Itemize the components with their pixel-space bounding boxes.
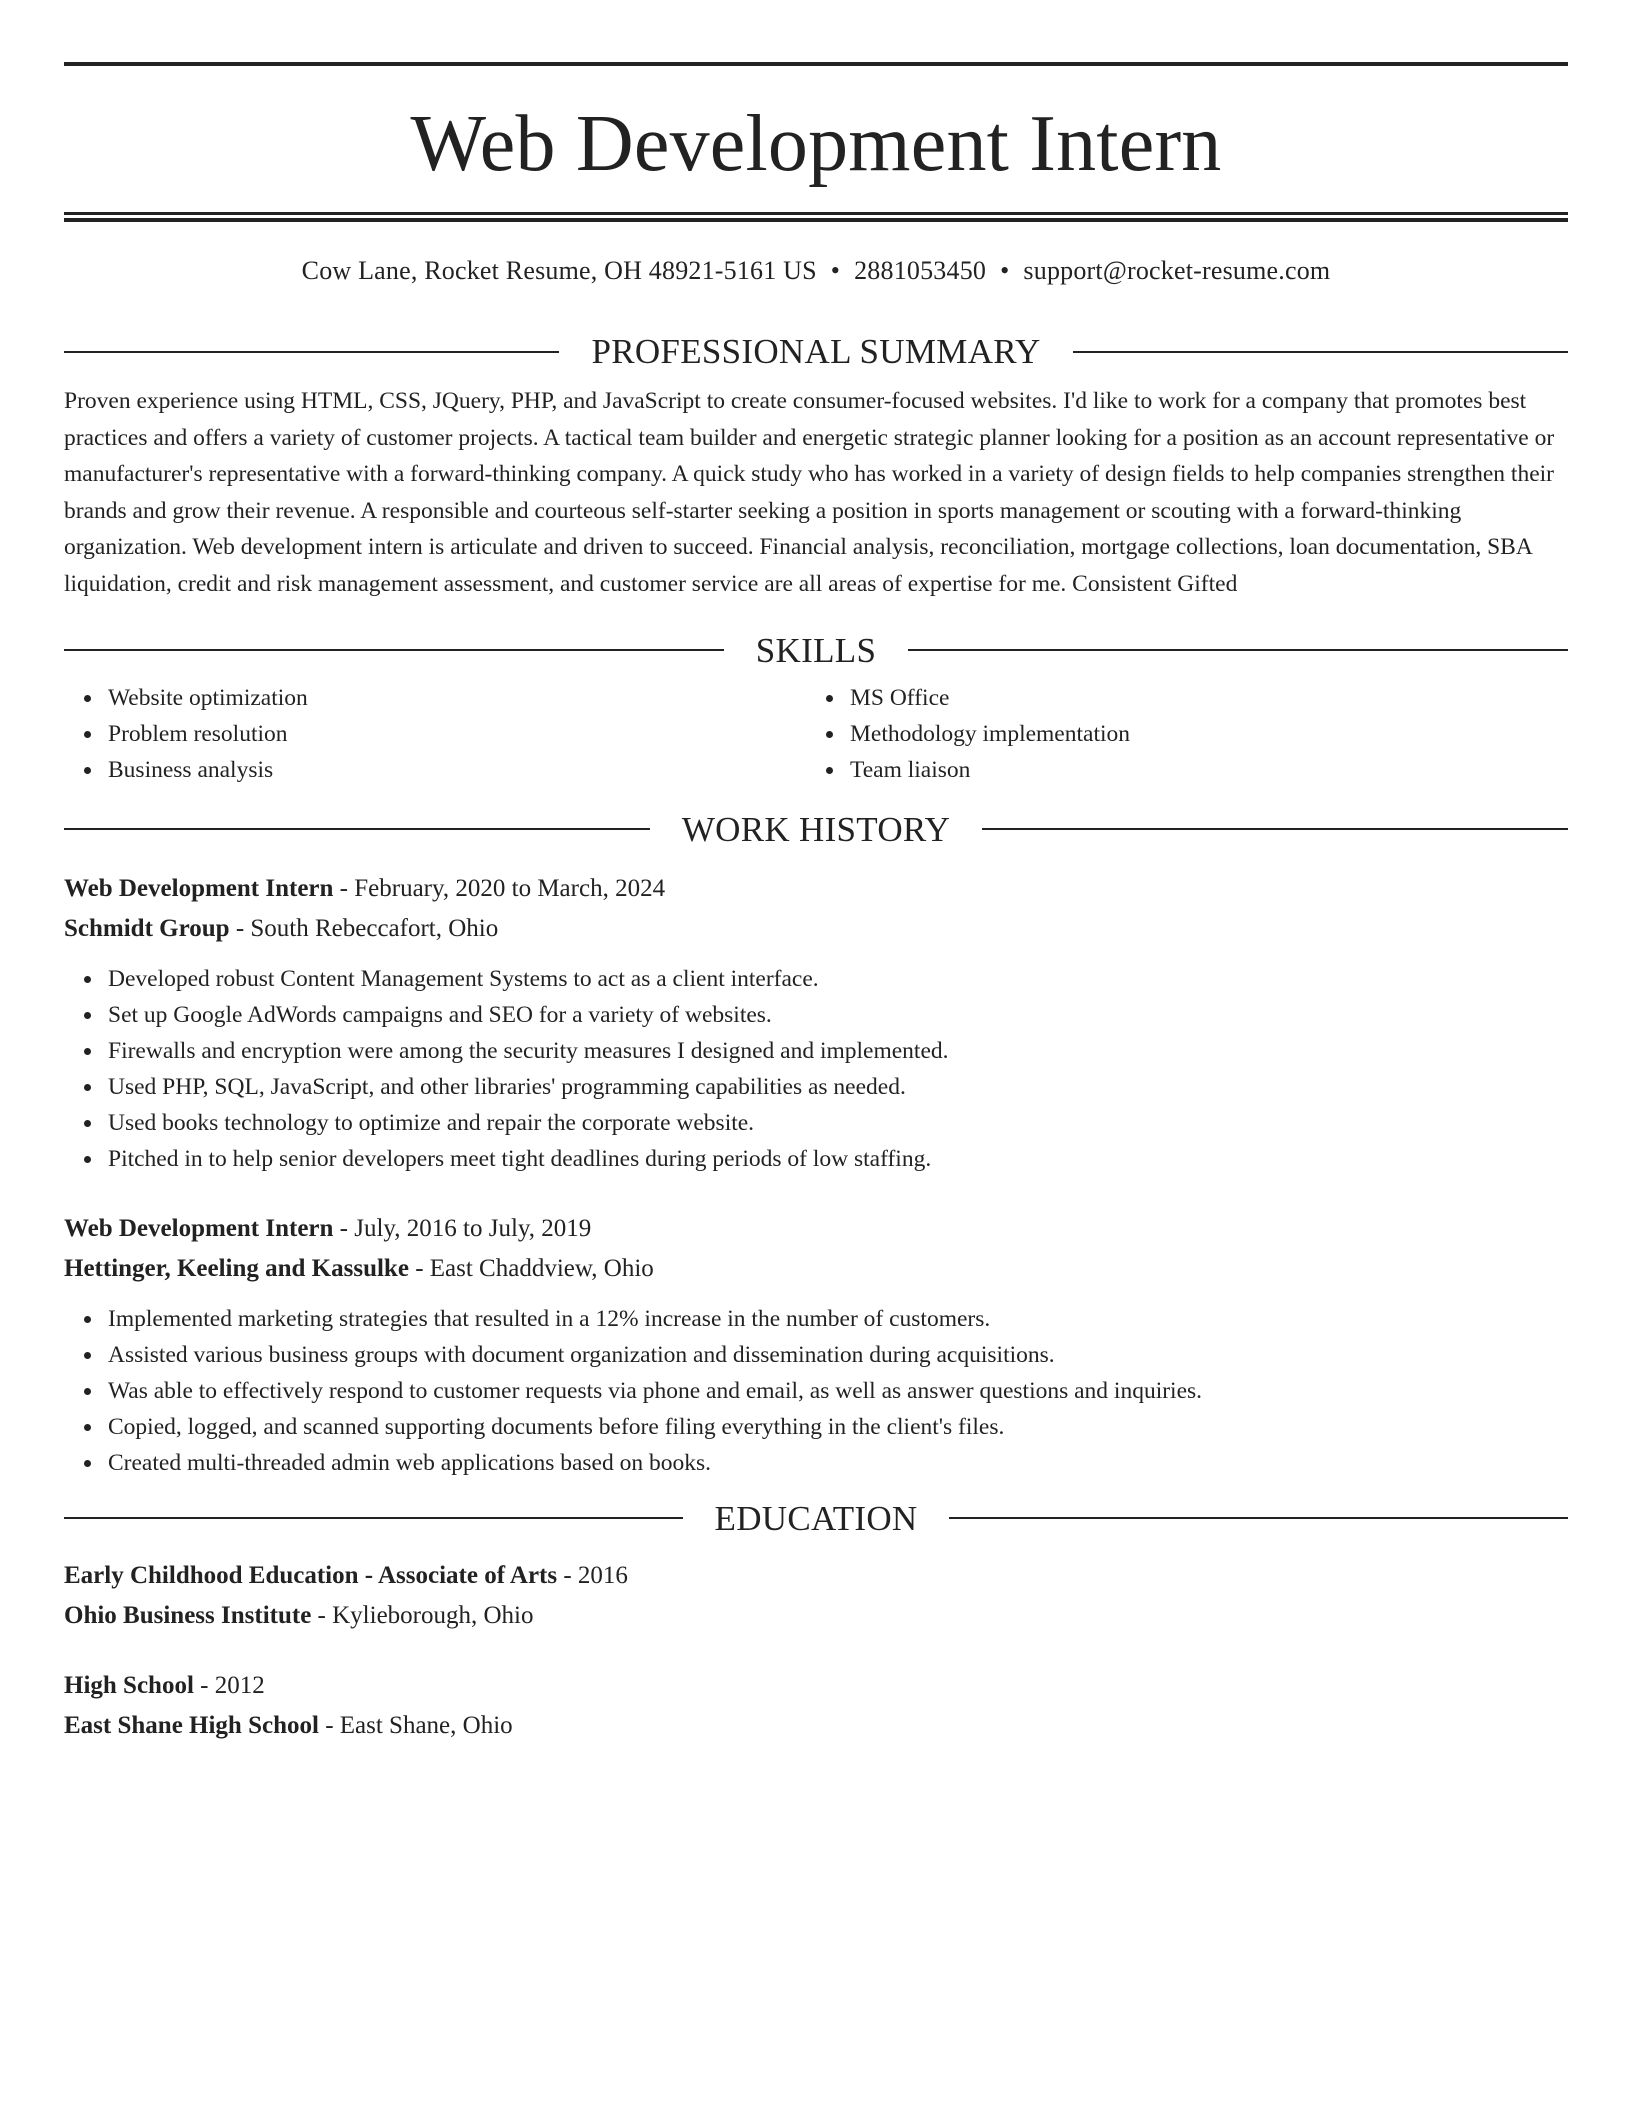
job-bullets: [64, 961, 1568, 1177]
contact-separator: •: [830, 256, 841, 285]
job-bullets: [64, 1301, 1568, 1481]
education-year: - 2016: [557, 1561, 628, 1589]
divider-line: [1073, 351, 1568, 353]
job-company-line: [64, 1249, 1568, 1289]
section-header-skills: [64, 630, 1568, 670]
skill-item: Business analysis: [108, 752, 806, 788]
contact-separator: •: [1000, 256, 1010, 285]
skill-item: MS Office: [850, 680, 1548, 716]
job-dates: - July, 2016 to July, 2019: [333, 1214, 592, 1242]
job-bullet: Copied, logged, and scanned supporting documents before filing everything in the client's files.: [108, 1409, 1568, 1445]
contact-phone: 2881053450: [854, 256, 987, 285]
top-rule: [64, 62, 1568, 66]
divider-line: [64, 1517, 683, 1519]
section-header-summary: [64, 334, 1568, 369]
divider-line: [949, 1517, 1568, 1519]
resume-page: [64, 62, 1568, 1746]
job-bullet: Firewalls and encryption were among the security measures I designed and implemented.: [108, 1033, 1568, 1069]
job-title-line: [64, 1209, 1568, 1249]
education-location: - East Shane, Ohio: [318, 1711, 513, 1739]
education-school: East Shane High School: [64, 1711, 319, 1739]
job-company-line: [64, 909, 1568, 949]
job-bullet: Assisted various business groups with document organization and dissemination during acquisitions.: [108, 1337, 1568, 1373]
summary-paragraph: Proven experience using HTML, CSS, JQuery, PHP, and JavaScript to create consumer-focused websites. I'd like to work for a company that promotes best practices and offers a variety of customer projects. A tactical team builder and energetic strategic planner looking for a position as an account representative or manufacturer's representative with a forward-thinking company. A quick study who has worked in a variety of design fields to help companies strengthen their brands and grow their revenue. A responsible and courteous self-starter seeking a position in sports management or scouting with a forward-thinking organization. Web development intern is articulate and driven to succeed. Financial analysis, reconciliation, mortgage collections, loan documentation, SBA liquidation, credit and risk management assessment, and customer service are all areas of expertise for me. Consistent Gifted: [64, 388, 1555, 597]
education-degree-line: [64, 1556, 1568, 1596]
section-title-education: EDUCATION: [714, 1498, 918, 1538]
job-bullet: Created multi-threaded admin web applications based on books.: [108, 1445, 1568, 1481]
section-header-work: [64, 809, 1568, 849]
divider-line: [908, 649, 1568, 651]
education-degree-line: [64, 1666, 1568, 1706]
education-school: Ohio Business Institute: [64, 1601, 312, 1629]
education-school-line: [64, 1596, 1568, 1636]
education-degree: Early Childhood Education - Associate of Arts: [64, 1561, 558, 1589]
job-location: - South Rebeccafort, Ohio: [229, 914, 499, 942]
divider-line: [64, 649, 724, 651]
education-entry: [64, 1556, 1568, 1636]
skill-item: Methodology implementation: [850, 716, 1548, 752]
job-title: Web Development Intern: [64, 874, 334, 902]
contact-email: support@rocket-resume.com: [1023, 256, 1331, 285]
job-entry: [64, 1209, 1568, 1481]
contact-line: [64, 258, 1568, 284]
job-company: Schmidt Group: [64, 914, 230, 942]
section-header-education: [64, 1498, 1568, 1538]
job-title-line: [64, 869, 1568, 909]
skill-item: Website optimization: [108, 680, 806, 716]
section-title-work: WORK HISTORY: [681, 809, 951, 849]
section-title-skills: SKILLS: [755, 630, 877, 670]
divider-line: [982, 828, 1568, 830]
title-double-rule: [64, 212, 1568, 222]
education-location: - Kylieborough, Ohio: [311, 1601, 534, 1629]
job-dates: - February, 2020 to March, 2024: [333, 874, 666, 902]
divider-line: [64, 828, 650, 830]
skills-column-right: [806, 680, 1548, 788]
skill-item: Team liaison: [850, 752, 1548, 788]
contact-address: Cow Lane, Rocket Resume, OH 48921-5161 US: [301, 256, 817, 285]
job-bullet: Developed robust Content Management Systems to act as a client interface.: [108, 961, 1568, 997]
education-school-line: [64, 1706, 1568, 1746]
job-bullet: Set up Google AdWords campaigns and SEO for a variety of websites.: [108, 997, 1568, 1033]
job-bullet: Used books technology to optimize and repair the corporate website.: [108, 1105, 1568, 1141]
job-title: Web Development Intern: [64, 1214, 334, 1242]
job-bullet: Was able to effectively respond to customer requests via phone and email, as well as answer questions and inquiries.: [108, 1373, 1568, 1409]
divider-line: [64, 351, 559, 353]
job-location: - East Chaddview, Ohio: [408, 1254, 654, 1282]
education-entry: [64, 1666, 1568, 1746]
skill-item: Problem resolution: [108, 716, 806, 752]
resume-title: Web Development Intern: [410, 100, 1222, 188]
skills-list: [64, 680, 1568, 788]
job-entry: [64, 869, 1568, 1177]
education-degree: High School: [64, 1671, 194, 1699]
job-bullet: Used PHP, SQL, JavaScript, and other libraries' programming capabilities as needed.: [108, 1069, 1568, 1105]
job-company: Hettinger, Keeling and Kassulke: [64, 1254, 409, 1282]
skills-column-left: [64, 680, 806, 788]
section-title-summary: PROFESSIONAL SUMMARY: [591, 332, 1041, 371]
job-bullet: Implemented marketing strategies that resulted in a 12% increase in the number of customers.: [108, 1301, 1568, 1337]
job-bullet: Pitched in to help senior developers meet tight deadlines during periods of low staffing.: [108, 1141, 1568, 1177]
education-year: - 2012: [193, 1671, 265, 1699]
